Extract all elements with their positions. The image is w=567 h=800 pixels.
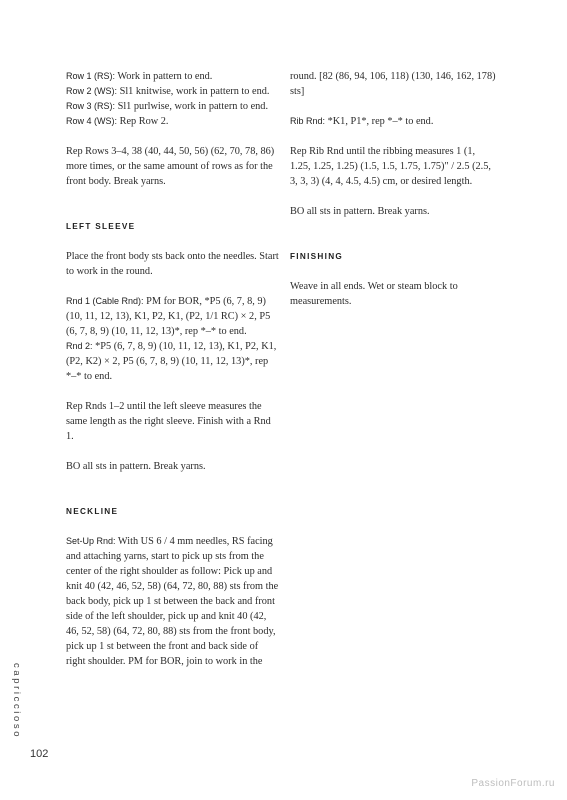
row-text: Work in pattern to end. <box>115 71 213 82</box>
rnd1-instruction <box>66 294 280 339</box>
bo-paragraph: BO all sts in pattern. Break yarns. <box>290 206 430 217</box>
row-label: Row 1 (RS): <box>66 71 116 81</box>
left-sleeve-intro: Place the front body sts back onto the needles. Start to work in the round. <box>66 251 279 277</box>
rnd2-text: *P5 (6, 7, 8, 9) (10, 11, 12, 13), K1, P2, K1, (P2, K2) × 2, P5 (6, 7, 8, 9) (10, 11, 12, 13)*, rep *–* to end. <box>66 341 277 382</box>
right-column <box>290 69 498 309</box>
rep-rows-paragraph: Rep Rows 3–4, 38 (40, 44, 50, 56) (62, 70, 78, 86) more times, or the same amount of rows as for the front body. Break yarns. <box>66 146 275 187</box>
pattern-row <box>66 99 280 114</box>
finishing-heading: FINISHING <box>290 252 344 261</box>
left-column <box>66 69 280 669</box>
page-number: 102 <box>30 748 49 760</box>
rnd1-text: PM for BOR, *P5 (6, 7, 8, 9) (10, 11, 12, 13), K1, P2, K1, (P2, 1/1 RC) × 2, P5 (6, 7, 8, 9) (10, 11, 12, 13)*, rep *–* to end. <box>66 296 271 337</box>
setup-text: With US 6 / 4 mm needles, RS facing and attaching yarns, start to pick up sts from the center of the right shoulder as follow: Pick up and knit 40 (42, 46, 52, 58) (64, 72, 80, 88) sts from the back body, pick up 1 st between the back and front side of the left shoulder, pick up and knit 40 (42, 46, 52, 58) (64, 72, 80, 88) sts from the front body, pick up 1 st between the front and back side of right shoulder. PM for BOR, join to work in the <box>66 536 279 667</box>
row-text: Rep Row 2. <box>117 116 169 127</box>
rib-rnd-instruction <box>290 114 498 129</box>
left-sleeve-bo: BO all sts in pattern. Break yarns. <box>66 461 206 472</box>
pattern-row <box>66 69 280 84</box>
setup-label: Set-Up Rnd: <box>66 536 116 546</box>
brand-vertical-text: capriccioso <box>11 663 22 740</box>
left-sleeve-heading: LEFT SLEEVE <box>66 222 136 231</box>
watermark: PassionForum.ru <box>471 778 555 789</box>
rnd2-instruction <box>66 339 280 384</box>
row-text: Sl1 purlwise, work in pattern to end. <box>115 101 269 112</box>
pattern-row <box>66 84 280 99</box>
row-text: Sl1 knitwise, work in pattern to end. <box>117 86 270 97</box>
row-label: Row 4 (WS): <box>66 116 118 126</box>
pattern-row <box>66 114 280 129</box>
setup-instruction <box>66 534 280 669</box>
rib-label: Rib Rnd: <box>290 116 326 126</box>
finishing-text: Weave in all ends. Wet or steam block to measurements. <box>290 281 458 307</box>
continuation-paragraph: round. [82 (86, 94, 106, 118) (130, 146, 162, 178) sts] <box>290 71 496 97</box>
neckline-heading: NECKLINE <box>66 507 119 516</box>
left-sleeve-rep: Rep Rnds 1–2 until the left sleeve measures the same length as the right sleeve. Finish with a Rnd 1. <box>66 401 271 442</box>
row-label: Row 2 (WS): <box>66 86 118 96</box>
rnd1-label: Rnd 1 (Cable Rnd): <box>66 296 144 306</box>
row-label: Row 3 (RS): <box>66 101 116 111</box>
rep-rib-paragraph: Rep Rib Rnd until the ribbing measures 1 (1, 1.25, 1.25, 1.25) (1.5, 1.5, 1.75, 1.75)" / 2.5 (2.5, 3, 3, 3) (4, 4, 4.5, 4.5) cm, or desired length. <box>290 146 491 187</box>
rib-text: *K1, P1*, rep *–* to end. <box>325 116 434 127</box>
rnd2-label: Rnd 2: <box>66 341 93 351</box>
